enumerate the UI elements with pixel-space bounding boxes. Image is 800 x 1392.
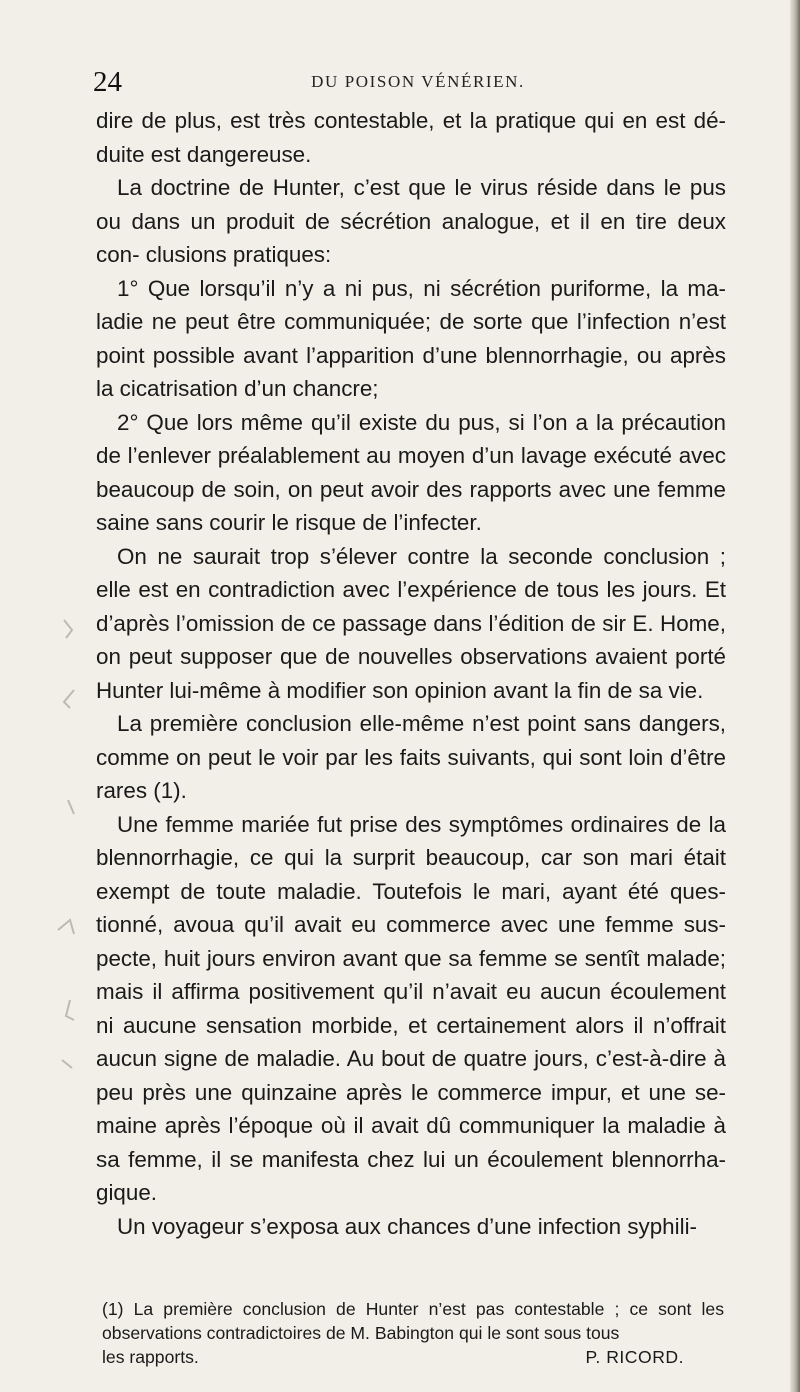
- paragraph: Un voyageur s’exposa aux chances d’une infection syphili-: [117, 1213, 698, 1239]
- footnote-signature: P. RICORD.: [585, 1347, 684, 1367]
- running-head: DU POISON VÉNÉRIEN.: [311, 72, 525, 91]
- paragraph: La première conclusion elle-même n’est point sans dangers, comme on peut le voir par les faits suivants, qui sont loin d’être rares (1).: [96, 711, 726, 803]
- paragraph: La doctrine de Hunter, c’est que le virus réside dans le pus ou dans un produit de sécrétion analogue, et il en tire deux con- clusions pratiques:: [96, 175, 726, 267]
- footnote-text: (1) La première conclusion de Hunter n’est pas contestable ; ce sont les observations contradictoires de M. Babington qui le sont sous tous: [102, 1299, 724, 1343]
- paragraph: dire de plus, est très contestable, et la pratique qui en est dé- duite est dangereuse.: [96, 108, 726, 167]
- footnote-tail: les rapports.: [102, 1347, 199, 1367]
- footnote: [102, 1297, 724, 1369]
- paragraph: 1° Que lorsqu’il n’y a ni pus, ni sécrétion puriforme, la ma- ladie ne peut être communiquée; de sorte que l’infection n’est point possible avant l’apparition d’une blennorrhagie, ou après la cicatrisation d’un chancre;: [96, 275, 726, 401]
- page-number: 24: [93, 66, 122, 98]
- paragraph: Une femme mariée fut prise des symptômes ordinaires de la blennorrhagie, ce qui la surprit beaucoup, car son mari était exempt de toute maladie. Toutefois le mari, ayant été ques- tionné, avoua qu’il avait eu commerce avec une femme sus- pecte, huit jours environ avant que sa femme se sentît malade; mais il affirma positivement qu’il n’avait eu aucun écoulement ni aucune sensation morbide, et certainement alors il n’offrait aucun signe de maladie. Au bout de quatre jours, c’est-à-dire à peu près une quinzaine après le commerce impur, et une se- maine après l’époque où il avait dû communiquer la maladie à sa femme, il se manifesta chez lui un écoulement blennorrha- gique.: [96, 811, 726, 1205]
- page-header: [93, 62, 743, 102]
- page-edge-shadow: [790, 0, 800, 1392]
- paragraph: 2° Que lors même qu’il existe du pus, si l’on a la précaution de l’enlever préalablement au moyen d’un lavage exécuté avec beaucoup de soin, on peut avoir des rapports avec une femme saine sans courir le risque de l’infecter.: [96, 409, 726, 535]
- body-text: [96, 104, 726, 1243]
- paragraph: On ne saurait trop s’élever contre la seconde conclusion ; elle est en contradiction avec l’expérience de tous les jours. Et d’après l’omission de ce passage dans l’édition de sir E. Home, on peut supposer que de nouvelles observations avaient porté Hunter lui-même à modifier son opinion avant la fin de sa vie.: [96, 543, 726, 703]
- ink-bleed-marks: [44, 600, 94, 1100]
